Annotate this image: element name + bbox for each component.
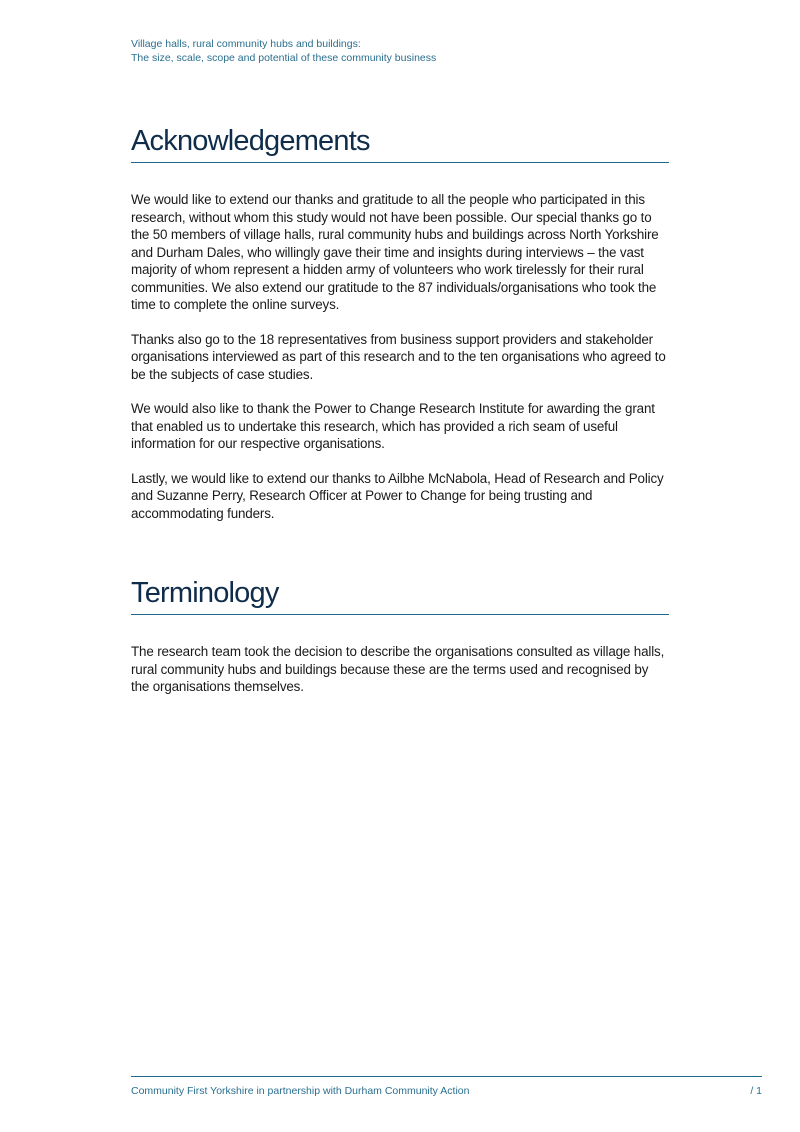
acknowledgements-heading: Acknowledgements	[131, 124, 669, 163]
terminology-body	[131, 643, 669, 696]
acknowledgements-body	[131, 191, 669, 522]
acknowledgements-paragraph-2: Thanks also go to the 18 representatives from business support providers and stakeholder organisations interviewed as part of this research and to the ten organisations who agreed to be the subjects of case studies.	[131, 331, 666, 382]
acknowledgements-paragraph-3: We would also like to thank the Power to Change Research Institute for awarding the grant that enabled us to undertake this research, which has provided a rich seam of useful information for our respective organisations.	[131, 401, 655, 451]
acknowledgements-paragraph-4: Lastly, we would like to extend our thanks to Ailbhe McNabola, Head of Research and Policy and Suzanne Perry, Research Officer at Power to Change for being trusting and accommodating funders.	[131, 470, 664, 521]
running-header-line-1: Village halls, rural community hubs and buildings:	[131, 38, 361, 50]
acknowledgements-paragraph-1: We would like to extend our thanks and gratitude to all the people who participated in this research, without whom this study would not have been possible. Our special thanks go to the 50 members of village halls, rural community hubs and buildings across North Yorkshire and Durham Dales, who willingly gave their time and insights during interviews – the vast majority of whom represent a hidden army of volunteers who work tirelessly for their rural communities. We also extend our gratitude to the 87 individuals/organisations who took the time to complete the online surveys.	[131, 192, 659, 312]
acknowledgements-section	[131, 124, 669, 539]
running-header	[131, 37, 691, 65]
footer-divider	[131, 1076, 762, 1077]
terminology-heading: Terminology	[131, 576, 669, 615]
footer-text: Community First Yorkshire in partnership with Durham Community Action	[131, 1085, 470, 1097]
running-header-line-2: The size, scale, scope and potential of these community business	[131, 52, 437, 64]
page-number: / 1	[750, 1085, 762, 1097]
terminology-paragraph-1: The research team took the decision to describe the organisations consulted as village halls, rural community hubs and buildings because these are the terms used and recognised by the organisations themselves.	[131, 644, 665, 694]
terminology-section	[131, 576, 669, 713]
